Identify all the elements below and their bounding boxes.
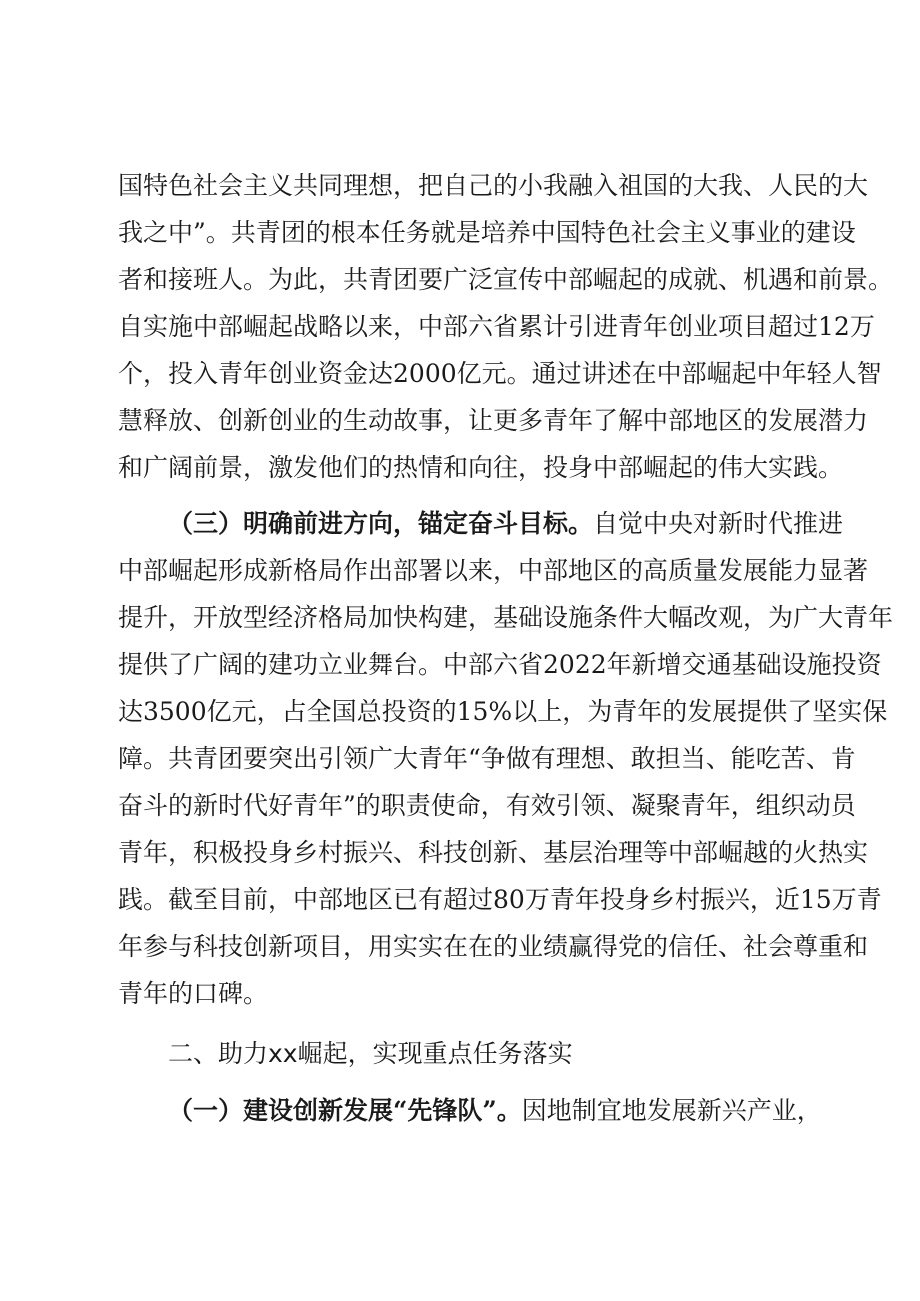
paragraph-line: 提供了广阔的建功立业舞台。中部六省2022年新增交通基础设施投资	[118, 650, 882, 679]
paragraph-lead-text: 自觉中央对新时代推进	[593, 509, 844, 538]
paragraph-lead-line	[168, 1096, 822, 1126]
paragraph-line: 慧释放、创新创业的生动故事，让更多青年了解中部地区的发展潜力	[118, 406, 869, 435]
paragraph-line: 中部崛起形成新格局作出部署以来，中部地区的高质量发展能力显著	[118, 556, 869, 585]
paragraph-line: 奋斗的新时代好青年”的职责使命，有效引领、凝聚青年，组织动员	[118, 791, 856, 820]
paragraph-line: 践。截至目前，中部地区已有超过80万青年投身乡村振兴，近15万青	[118, 885, 882, 914]
paragraph-line: 我之中”。共青团的根本任务就是培养中国特色社会主义事业的建设	[118, 218, 856, 247]
paragraph-line: 个，投入青年创业资金达2000亿元。通过讲述在中部崛起中年轻人智	[118, 359, 882, 388]
paragraph-lead-bold: （三）明确前进方向，锚定奋斗目标。	[168, 509, 594, 538]
paragraph-line: 青年的口碑。	[118, 979, 269, 1008]
paragraph-lead-bold: （一）建设创新发展“先锋队”。	[168, 1096, 522, 1125]
paragraph-line: 和广阔前景，激发他们的热情和向往，投身中部崛起的伟大实践。	[118, 453, 844, 482]
paragraph-line: 提升，开放型经济格局加快构建，基础设施条件大幅改观，为广大青年	[118, 603, 894, 632]
paragraph-line: 年参与科技创新项目，用实实在在的业绩赢得党的信任、社会尊重和	[118, 932, 869, 961]
section-heading: 二、助力xx崛起，实现重点任务落实	[168, 1039, 573, 1068]
paragraph-line: 青年，积极投身乡村振兴、科技创新、基层治理等中部崛越的火热实	[118, 838, 869, 867]
paragraph-line: 自实施中部崛起战略以来，中部六省累计引进青年创业项目超过12万	[118, 312, 875, 341]
paragraph-lead-text: 因地制宜地发展新兴产业，	[521, 1096, 822, 1125]
paragraph-line: 达3500亿元，占全国总投资的15%以上，为青年的发展提供了坚实保	[118, 697, 888, 726]
paragraph-line: 者和接班人。为此，共青团要广泛宣传中部崛起的成就、机遇和前景。	[118, 265, 894, 294]
paragraph-lead-line	[168, 509, 844, 539]
paragraph-line: 障。共青团要突出引领广大青年“争做有理想、敢担当、能吃苦、肯	[118, 744, 856, 773]
paragraph-line: 国特色社会主义共同理想，把自己的小我融入祖国的大我、人民的大	[118, 171, 869, 200]
